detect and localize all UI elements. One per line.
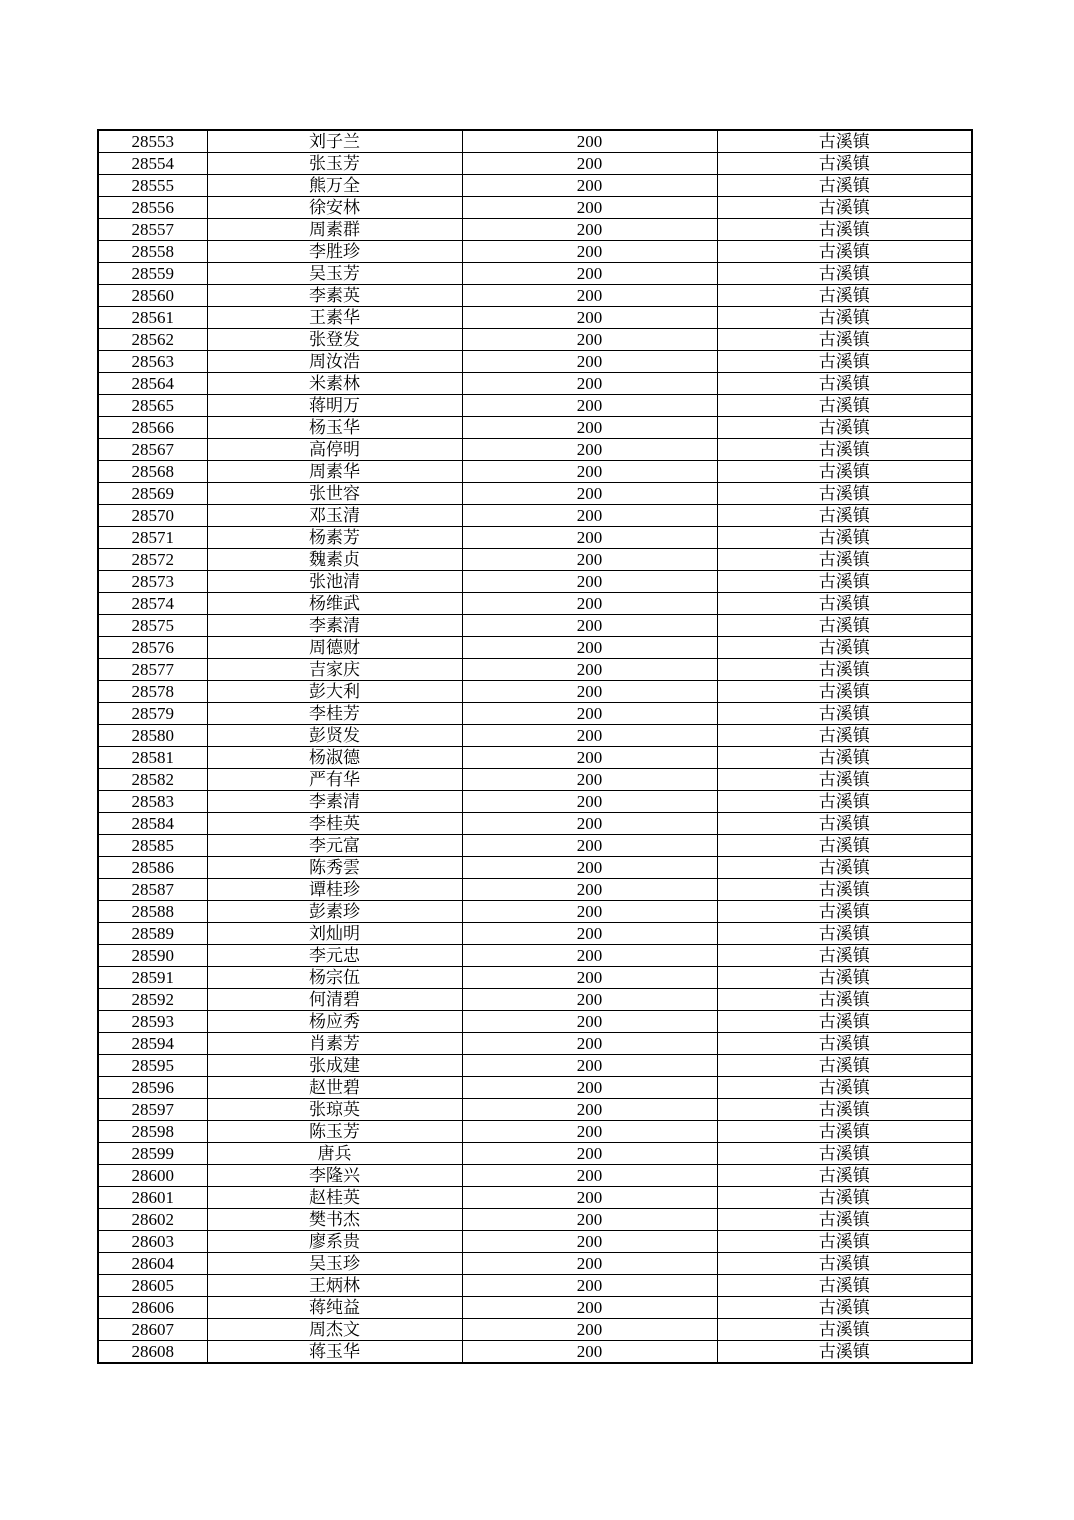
name-cell: 樊书杰 [207, 1209, 462, 1231]
table-row [98, 527, 972, 549]
amount-cell: 200 [462, 945, 717, 967]
name-cell: 廖系贵 [207, 1231, 462, 1253]
serial-number-cell: 28582 [98, 769, 207, 791]
amount-cell: 200 [462, 175, 717, 197]
amount-cell: 200 [462, 1275, 717, 1297]
serial-number-cell: 28590 [98, 945, 207, 967]
serial-number-cell: 28596 [98, 1077, 207, 1099]
amount-cell: 200 [462, 571, 717, 593]
table-row [98, 769, 972, 791]
serial-number-cell: 28556 [98, 197, 207, 219]
amount-cell: 200 [462, 395, 717, 417]
table-row [98, 219, 972, 241]
table-row [98, 615, 972, 637]
table-row [98, 857, 972, 879]
town-cell: 古溪镇 [717, 659, 972, 681]
table-row [98, 417, 972, 439]
name-cell: 彭贤发 [207, 725, 462, 747]
town-cell: 古溪镇 [717, 307, 972, 329]
town-cell: 古溪镇 [717, 1341, 972, 1364]
amount-cell: 200 [462, 153, 717, 175]
town-cell: 古溪镇 [717, 351, 972, 373]
serial-number-cell: 28572 [98, 549, 207, 571]
amount-cell: 200 [462, 329, 717, 351]
name-cell: 蒋玉华 [207, 1341, 462, 1364]
table-row [98, 637, 972, 659]
town-cell: 古溪镇 [717, 1231, 972, 1253]
name-cell: 吴玉芳 [207, 263, 462, 285]
name-cell: 李桂英 [207, 813, 462, 835]
town-cell: 古溪镇 [717, 1209, 972, 1231]
name-cell: 杨淑德 [207, 747, 462, 769]
subsidy-list-table [97, 129, 973, 1364]
name-cell: 严有华 [207, 769, 462, 791]
serial-number-cell: 28561 [98, 307, 207, 329]
name-cell: 张玉芳 [207, 153, 462, 175]
serial-number-cell: 28591 [98, 967, 207, 989]
table-row [98, 1209, 972, 1231]
table-row [98, 1253, 972, 1275]
amount-cell: 200 [462, 901, 717, 923]
town-cell: 古溪镇 [717, 637, 972, 659]
name-cell: 高停明 [207, 439, 462, 461]
amount-cell: 200 [462, 130, 717, 153]
name-cell: 杨素芳 [207, 527, 462, 549]
amount-cell: 200 [462, 637, 717, 659]
town-cell: 古溪镇 [717, 571, 972, 593]
serial-number-cell: 28560 [98, 285, 207, 307]
town-cell: 古溪镇 [717, 395, 972, 417]
amount-cell: 200 [462, 857, 717, 879]
serial-number-cell: 28578 [98, 681, 207, 703]
town-cell: 古溪镇 [717, 1187, 972, 1209]
name-cell: 张池清 [207, 571, 462, 593]
name-cell: 徐安林 [207, 197, 462, 219]
town-cell: 古溪镇 [717, 1275, 972, 1297]
amount-cell: 200 [462, 1341, 717, 1364]
table-row [98, 791, 972, 813]
town-cell: 古溪镇 [717, 153, 972, 175]
town-cell: 古溪镇 [717, 769, 972, 791]
town-cell: 古溪镇 [717, 1011, 972, 1033]
town-cell: 古溪镇 [717, 505, 972, 527]
serial-number-cell: 28563 [98, 351, 207, 373]
amount-cell: 200 [462, 1011, 717, 1033]
amount-cell: 200 [462, 505, 717, 527]
name-cell: 周素华 [207, 461, 462, 483]
amount-cell: 200 [462, 373, 717, 395]
amount-cell: 200 [462, 285, 717, 307]
town-cell: 古溪镇 [717, 1319, 972, 1341]
table-row [98, 285, 972, 307]
table-row [98, 1187, 972, 1209]
town-cell: 古溪镇 [717, 879, 972, 901]
town-cell: 古溪镇 [717, 1055, 972, 1077]
serial-number-cell: 28579 [98, 703, 207, 725]
table-row [98, 923, 972, 945]
name-cell: 周素群 [207, 219, 462, 241]
name-cell: 李元忠 [207, 945, 462, 967]
serial-number-cell: 28577 [98, 659, 207, 681]
serial-number-cell: 28565 [98, 395, 207, 417]
table-row [98, 725, 972, 747]
town-cell: 古溪镇 [717, 791, 972, 813]
amount-cell: 200 [462, 659, 717, 681]
name-cell: 何清碧 [207, 989, 462, 1011]
table-row [98, 1231, 972, 1253]
name-cell: 刘灿明 [207, 923, 462, 945]
serial-number-cell: 28602 [98, 1209, 207, 1231]
table-row [98, 373, 972, 395]
amount-cell: 200 [462, 1187, 717, 1209]
name-cell: 刘子兰 [207, 130, 462, 153]
name-cell: 周汝浩 [207, 351, 462, 373]
amount-cell: 200 [462, 527, 717, 549]
table-row [98, 1319, 972, 1341]
serial-number-cell: 28598 [98, 1121, 207, 1143]
amount-cell: 200 [462, 769, 717, 791]
name-cell: 张登发 [207, 329, 462, 351]
table-row [98, 1165, 972, 1187]
name-cell: 李素清 [207, 615, 462, 637]
name-cell: 张成建 [207, 1055, 462, 1077]
name-cell: 蒋明万 [207, 395, 462, 417]
serial-number-cell: 28575 [98, 615, 207, 637]
table-row [98, 901, 972, 923]
town-cell: 古溪镇 [717, 549, 972, 571]
amount-cell: 200 [462, 1099, 717, 1121]
table-row [98, 153, 972, 175]
amount-cell: 200 [462, 1209, 717, 1231]
serial-number-cell: 28608 [98, 1341, 207, 1364]
name-cell: 彭大利 [207, 681, 462, 703]
name-cell: 邓玉清 [207, 505, 462, 527]
amount-cell: 200 [462, 439, 717, 461]
name-cell: 周德财 [207, 637, 462, 659]
name-cell: 吉家庆 [207, 659, 462, 681]
town-cell: 古溪镇 [717, 681, 972, 703]
name-cell: 王素华 [207, 307, 462, 329]
table-row [98, 241, 972, 263]
amount-cell: 200 [462, 615, 717, 637]
name-cell: 陈玉芳 [207, 1121, 462, 1143]
serial-number-cell: 28573 [98, 571, 207, 593]
table-row [98, 1275, 972, 1297]
name-cell: 杨宗伍 [207, 967, 462, 989]
table-row [98, 395, 972, 417]
town-cell: 古溪镇 [717, 175, 972, 197]
amount-cell: 200 [462, 923, 717, 945]
table-row [98, 1099, 972, 1121]
table-row [98, 571, 972, 593]
town-cell: 古溪镇 [717, 329, 972, 351]
town-cell: 古溪镇 [717, 725, 972, 747]
name-cell: 李元富 [207, 835, 462, 857]
town-cell: 古溪镇 [717, 747, 972, 769]
amount-cell: 200 [462, 835, 717, 857]
table-row [98, 1077, 972, 1099]
town-cell: 古溪镇 [717, 1077, 972, 1099]
name-cell: 熊万全 [207, 175, 462, 197]
town-cell: 古溪镇 [717, 241, 972, 263]
table-row [98, 1033, 972, 1055]
serial-number-cell: 28566 [98, 417, 207, 439]
table-row [98, 549, 972, 571]
amount-cell: 200 [462, 549, 717, 571]
name-cell: 蒋纯益 [207, 1297, 462, 1319]
amount-cell: 200 [462, 1165, 717, 1187]
name-cell: 彭素珍 [207, 901, 462, 923]
table-row [98, 681, 972, 703]
amount-cell: 200 [462, 747, 717, 769]
town-cell: 古溪镇 [717, 197, 972, 219]
serial-number-cell: 28594 [98, 1033, 207, 1055]
amount-cell: 200 [462, 1297, 717, 1319]
town-cell: 古溪镇 [717, 1121, 972, 1143]
amount-cell: 200 [462, 681, 717, 703]
name-cell: 谭桂珍 [207, 879, 462, 901]
table-row [98, 1297, 972, 1319]
table-row [98, 1055, 972, 1077]
amount-cell: 200 [462, 1143, 717, 1165]
serial-number-cell: 28607 [98, 1319, 207, 1341]
serial-number-cell: 28586 [98, 857, 207, 879]
town-cell: 古溪镇 [717, 263, 972, 285]
table-row [98, 1011, 972, 1033]
name-cell: 周杰文 [207, 1319, 462, 1341]
serial-number-cell: 28567 [98, 439, 207, 461]
serial-number-cell: 28587 [98, 879, 207, 901]
name-cell: 杨维武 [207, 593, 462, 615]
town-cell: 古溪镇 [717, 1165, 972, 1187]
name-cell: 李胜珍 [207, 241, 462, 263]
table-row [98, 945, 972, 967]
name-cell: 赵桂英 [207, 1187, 462, 1209]
serial-number-cell: 28601 [98, 1187, 207, 1209]
serial-number-cell: 28593 [98, 1011, 207, 1033]
town-cell: 古溪镇 [717, 1297, 972, 1319]
serial-number-cell: 28599 [98, 1143, 207, 1165]
amount-cell: 200 [462, 1231, 717, 1253]
amount-cell: 200 [462, 1319, 717, 1341]
serial-number-cell: 28585 [98, 835, 207, 857]
amount-cell: 200 [462, 461, 717, 483]
serial-number-cell: 28605 [98, 1275, 207, 1297]
table-row [98, 483, 972, 505]
serial-number-cell: 28589 [98, 923, 207, 945]
serial-number-cell: 28584 [98, 813, 207, 835]
table-row [98, 835, 972, 857]
amount-cell: 200 [462, 263, 717, 285]
serial-number-cell: 28568 [98, 461, 207, 483]
town-cell: 古溪镇 [717, 1143, 972, 1165]
town-cell: 古溪镇 [717, 130, 972, 153]
town-cell: 古溪镇 [717, 615, 972, 637]
town-cell: 古溪镇 [717, 835, 972, 857]
serial-number-cell: 28569 [98, 483, 207, 505]
table-row [98, 703, 972, 725]
table-row [98, 967, 972, 989]
amount-cell: 200 [462, 813, 717, 835]
serial-number-cell: 28597 [98, 1099, 207, 1121]
serial-number-cell: 28574 [98, 593, 207, 615]
table-row [98, 175, 972, 197]
amount-cell: 200 [462, 307, 717, 329]
amount-cell: 200 [462, 791, 717, 813]
amount-cell: 200 [462, 483, 717, 505]
name-cell: 杨玉华 [207, 417, 462, 439]
town-cell: 古溪镇 [717, 1253, 972, 1275]
town-cell: 古溪镇 [717, 923, 972, 945]
table-row [98, 307, 972, 329]
name-cell: 魏素贞 [207, 549, 462, 571]
serial-number-cell: 28603 [98, 1231, 207, 1253]
table-row [98, 130, 972, 153]
serial-number-cell: 28570 [98, 505, 207, 527]
table-row [98, 879, 972, 901]
serial-number-cell: 28559 [98, 263, 207, 285]
table-row [98, 1121, 972, 1143]
amount-cell: 200 [462, 1253, 717, 1275]
table-body [98, 130, 972, 1363]
name-cell: 赵世碧 [207, 1077, 462, 1099]
table-row [98, 505, 972, 527]
town-cell: 古溪镇 [717, 417, 972, 439]
amount-cell: 200 [462, 1077, 717, 1099]
name-cell: 张琼英 [207, 1099, 462, 1121]
name-cell: 李素英 [207, 285, 462, 307]
name-cell: 陈秀雲 [207, 857, 462, 879]
serial-number-cell: 28583 [98, 791, 207, 813]
table-row [98, 329, 972, 351]
amount-cell: 200 [462, 417, 717, 439]
table-row [98, 747, 972, 769]
town-cell: 古溪镇 [717, 461, 972, 483]
name-cell: 李隆兴 [207, 1165, 462, 1187]
serial-number-cell: 28564 [98, 373, 207, 395]
serial-number-cell: 28580 [98, 725, 207, 747]
town-cell: 古溪镇 [717, 285, 972, 307]
serial-number-cell: 28562 [98, 329, 207, 351]
name-cell: 李桂芳 [207, 703, 462, 725]
serial-number-cell: 28595 [98, 1055, 207, 1077]
town-cell: 古溪镇 [717, 901, 972, 923]
name-cell: 米素林 [207, 373, 462, 395]
town-cell: 古溪镇 [717, 1099, 972, 1121]
town-cell: 古溪镇 [717, 703, 972, 725]
serial-number-cell: 28557 [98, 219, 207, 241]
table-row [98, 351, 972, 373]
name-cell: 唐兵 [207, 1143, 462, 1165]
serial-number-cell: 28555 [98, 175, 207, 197]
table-row [98, 461, 972, 483]
name-cell: 张世容 [207, 483, 462, 505]
name-cell: 杨应秀 [207, 1011, 462, 1033]
name-cell: 肖素芳 [207, 1033, 462, 1055]
town-cell: 古溪镇 [717, 813, 972, 835]
amount-cell: 200 [462, 967, 717, 989]
amount-cell: 200 [462, 219, 717, 241]
town-cell: 古溪镇 [717, 527, 972, 549]
table-row [98, 1143, 972, 1165]
serial-number-cell: 28606 [98, 1297, 207, 1319]
serial-number-cell: 28576 [98, 637, 207, 659]
amount-cell: 200 [462, 593, 717, 615]
table-row [98, 989, 972, 1011]
serial-number-cell: 28588 [98, 901, 207, 923]
amount-cell: 200 [462, 989, 717, 1011]
table-row [98, 263, 972, 285]
town-cell: 古溪镇 [717, 593, 972, 615]
town-cell: 古溪镇 [717, 989, 972, 1011]
serial-number-cell: 28600 [98, 1165, 207, 1187]
table-row [98, 813, 972, 835]
document-sheet [97, 129, 971, 1364]
town-cell: 古溪镇 [717, 945, 972, 967]
serial-number-cell: 28558 [98, 241, 207, 263]
table-row [98, 1341, 972, 1364]
amount-cell: 200 [462, 1033, 717, 1055]
town-cell: 古溪镇 [717, 439, 972, 461]
name-cell: 王炳林 [207, 1275, 462, 1297]
amount-cell: 200 [462, 1055, 717, 1077]
table-row [98, 197, 972, 219]
town-cell: 古溪镇 [717, 967, 972, 989]
amount-cell: 200 [462, 725, 717, 747]
table-row [98, 593, 972, 615]
serial-number-cell: 28554 [98, 153, 207, 175]
name-cell: 李素清 [207, 791, 462, 813]
amount-cell: 200 [462, 197, 717, 219]
amount-cell: 200 [462, 351, 717, 373]
serial-number-cell: 28592 [98, 989, 207, 1011]
amount-cell: 200 [462, 241, 717, 263]
amount-cell: 200 [462, 1121, 717, 1143]
serial-number-cell: 28553 [98, 130, 207, 153]
serial-number-cell: 28581 [98, 747, 207, 769]
table-row [98, 659, 972, 681]
amount-cell: 200 [462, 879, 717, 901]
serial-number-cell: 28604 [98, 1253, 207, 1275]
town-cell: 古溪镇 [717, 483, 972, 505]
name-cell: 吴玉珍 [207, 1253, 462, 1275]
town-cell: 古溪镇 [717, 1033, 972, 1055]
town-cell: 古溪镇 [717, 373, 972, 395]
town-cell: 古溪镇 [717, 857, 972, 879]
serial-number-cell: 28571 [98, 527, 207, 549]
amount-cell: 200 [462, 703, 717, 725]
town-cell: 古溪镇 [717, 219, 972, 241]
table-row [98, 439, 972, 461]
